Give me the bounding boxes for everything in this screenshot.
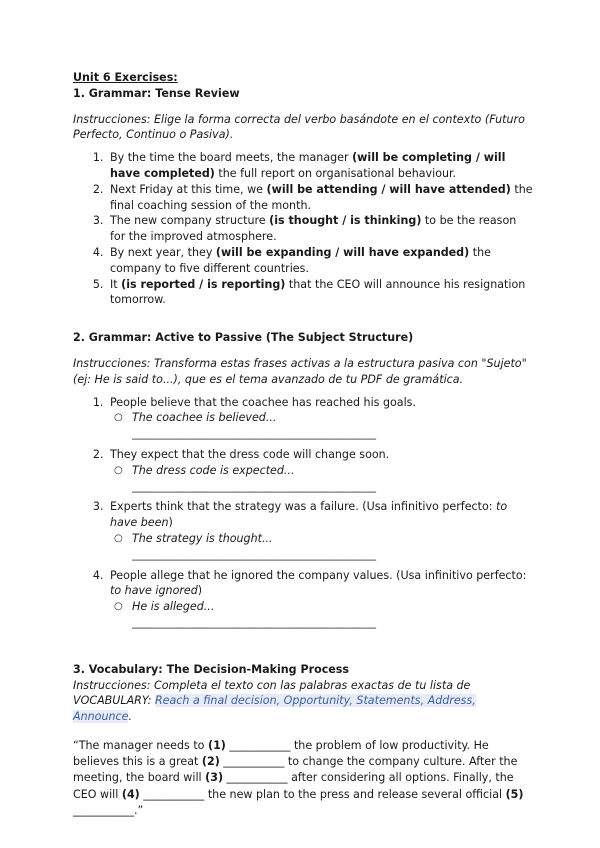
blank-number: (3)	[205, 771, 224, 785]
blank-number: (4)	[121, 787, 140, 801]
section3-heading: 3. Vocabulary: The Decision-Making Process	[73, 662, 350, 676]
section1-heading: 1. Grammar: Tense Review	[73, 86, 240, 100]
vocabulary-list: Reach a final decision, Opportunity, Statements, Address, Announce	[73, 694, 476, 724]
section1-instructions: Instrucciones: Elige la forma correcta del verbo basándote en el contexto (Futuro Perfecto, Continuo o Pasiva).	[73, 112, 525, 142]
answer-prompt: ○ He is alleged... ____________________________________________	[110, 599, 533, 631]
answer-prompt: ○ The strategy is thought... ____________________________________________	[110, 531, 533, 563]
answer-blank[interactable]: ____________________________________________	[132, 427, 377, 441]
circle-bullet-icon: ○	[114, 532, 123, 544]
list-item: 4. People allege that he ignored the company values. (Usa infinitivo perfecto: to have ignored) ○ He is alleged... ____________________________________________	[107, 568, 533, 631]
list-item: 2. They expect that the dress code will change soon. ○ The dress code is expected... ____________________________________________	[107, 447, 533, 494]
fill-in-paragraph: “The manager needs to (1) ___________ the problem of low productivity. He believes this is a great (2) ___________ to change the company culture. After the meeting, the board will (3) ___________ after considering all options. Finally, the CEO will (4) ___________ the new plan to the press and release several official (5) ___________.”	[73, 738, 524, 818]
blank-number: (5)	[505, 787, 524, 801]
list-item: 1. By the time the board meets, the manager (will be completing / will have completed) the full report on organisational behaviour.	[107, 150, 533, 182]
list-item: 4. By next year, they (will be expanding / will have expanded) the company to five different countries.	[107, 245, 533, 277]
answer-prompt: ○ The coachee is believed... ____________________________________________	[110, 410, 533, 442]
section2-list	[73, 395, 533, 631]
answer-blank[interactable]: ____________________________________________	[132, 615, 377, 629]
blank-number: (2)	[201, 755, 220, 769]
list-item: 2. Next Friday at this time, we (will be attending / will have attended) the final coaching session of the month.	[107, 182, 533, 214]
answer-blank[interactable]: ____________________________________________	[132, 479, 377, 493]
answer-blank[interactable]: ____________________________________________	[132, 547, 377, 561]
blank-number: (1)	[208, 738, 226, 752]
unit-title: Unit 6 Exercises:	[73, 71, 178, 84]
section2-instructions: Instrucciones: Transforma estas frases activas a la estructura pasiva con "Sujeto" (ej: He is said to...), que es el tema avanzado de tu PDF de gramática.	[73, 356, 527, 386]
section2-heading: 2. Grammar: Active to Passive (The Subject Structure)	[73, 331, 414, 345]
list-item: 3. Experts think that the strategy was a failure. (Usa infinitivo perfecto: to have been) ○ The strategy is thought... ____________________________________________	[107, 499, 533, 562]
list-item: 5. It (is reported / is reporting) that the CEO will announce his resignation tomorrow.	[107, 277, 533, 309]
section3-instructions: Instrucciones: Completa el texto con las palabras exactas de tu lista de VOCABULARY: Reach a final decision, Opportunity, Statements, Address, Announce.	[73, 678, 476, 724]
list-item: 3. The new company structure (is thought / is thinking) to be the reason for the improved atmosphere.	[107, 213, 533, 245]
circle-bullet-icon: ○	[114, 601, 123, 613]
answer-prompt: ○ The dress code is expected... ____________________________________________	[110, 463, 533, 495]
circle-bullet-icon: ○	[114, 464, 123, 476]
section1-list	[73, 150, 533, 308]
circle-bullet-icon: ○	[114, 412, 123, 424]
list-item: 1. People believe that the coachee has reached his goals. ○ The coachee is believed... ____________________________________________	[107, 395, 533, 442]
document-page	[73, 70, 533, 819]
